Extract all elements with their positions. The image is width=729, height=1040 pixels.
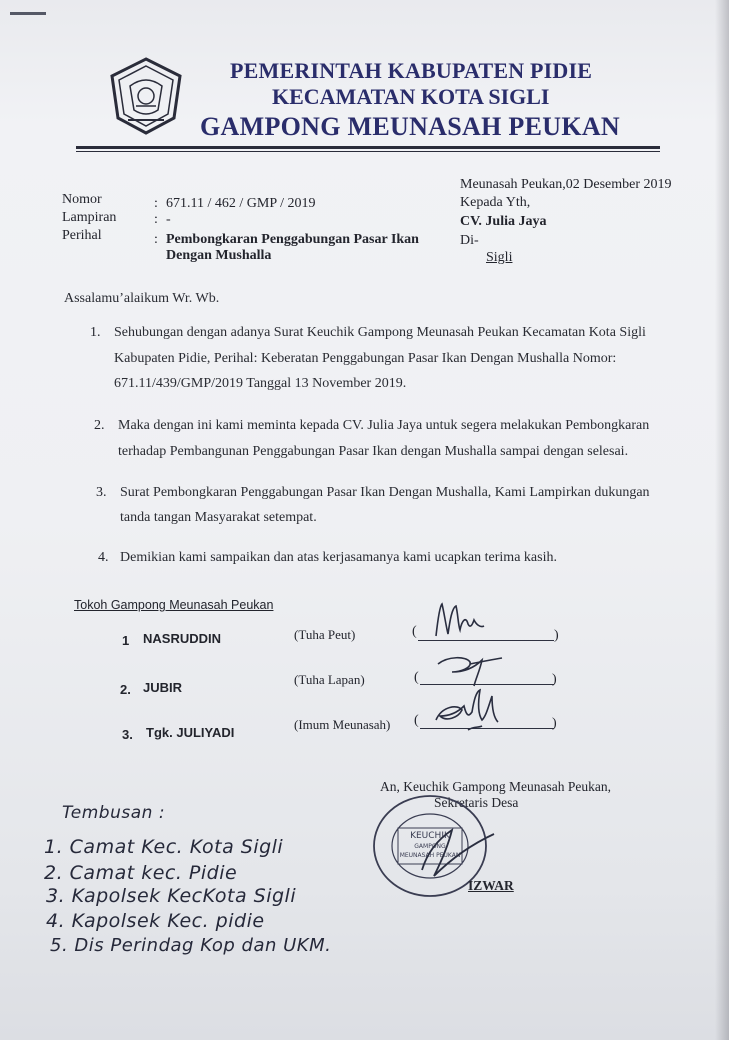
- paragraph-2-line-1: Maka dengan ini kami meminta kepada CV. Julia Jaya untuk segera melakukan Pembongkaran: [118, 418, 650, 433]
- lampiran-label: Lampiran: [62, 210, 117, 225]
- signatory-2-role: (Tuha Lapan): [294, 672, 365, 687]
- recipient-di: Di-: [460, 233, 479, 248]
- greeting: Assalamu’alaikum Wr. Wb.: [64, 291, 220, 306]
- signatory-1-close-paren: ): [554, 628, 559, 643]
- tembusan-item-5: 5. Dis Perindag Kop dan UKM.: [50, 935, 332, 956]
- tembusan-item-1: 1. Camat Kec. Kota Sigli: [44, 836, 284, 858]
- header-rule-thick: [76, 146, 660, 149]
- top-mark: [10, 12, 46, 15]
- paragraph-2-number: 2.: [94, 418, 105, 433]
- stamp-text-3: MEUNASAH PEUKAN: [399, 852, 461, 859]
- tembusan-item-3: 3. Kapolsek KecKota Sigli: [46, 885, 297, 907]
- closing-line-1: An, Keuchik Gampong Meunasah Peukan,: [380, 779, 611, 794]
- stamp-text-1: KEUCHIK: [410, 831, 450, 841]
- signatory-2-open-paren: (: [414, 670, 419, 685]
- signatory-1-name: NASRUDDIN: [143, 631, 221, 646]
- signatory-3-number: 3.: [122, 727, 133, 742]
- nomor-label: Nomor: [62, 192, 102, 207]
- paragraph-3-line-1: Surat Pembongkaran Penggabungan Pasar Ikan Dengan Mushalla, Kami Lampirkan dukungan: [120, 485, 650, 500]
- paragraph-1-number: 1.: [90, 325, 101, 340]
- signatory-1-role: (Tuha Peut): [294, 627, 356, 642]
- stamp-text-2: GAMPONG: [414, 843, 446, 850]
- perihal-value-1: Pembongkaran Penggabungan Pasar Ikan: [166, 232, 419, 247]
- recipient-city: Sigli: [486, 250, 513, 265]
- nomor-value: 671.11 / 462 / GMP / 2019: [166, 196, 316, 211]
- signatory-3-close-paren: ): [552, 716, 557, 731]
- header-line-1: PEMERINTAH KABUPATEN PIDIE: [230, 58, 593, 83]
- tembusan-item-2: 2. Camat kec. Pidie: [44, 862, 238, 884]
- lampiran-value: -: [166, 212, 171, 227]
- regency-emblem-icon: [108, 56, 184, 136]
- place-date: Meunasah Peukan,02 Desember 2019: [460, 177, 672, 192]
- signatory-1-open-paren: (: [412, 624, 417, 639]
- header-rule-thin: [76, 151, 660, 152]
- kepada-yth: Kepada Yth,: [460, 195, 531, 210]
- paper-shadow: [715, 0, 729, 1040]
- signature-nasruddin: [430, 598, 490, 642]
- signatory-1-number: 1: [122, 633, 130, 648]
- signatory-2-name: JUBIR: [143, 680, 183, 695]
- perihal-value-2: Dengan Mushalla: [166, 248, 272, 263]
- lampiran-colon: :: [154, 212, 158, 227]
- nomor-colon: :: [154, 196, 158, 211]
- signatory-2-close-paren: ): [552, 672, 557, 687]
- paragraph-3-number: 3.: [96, 485, 107, 500]
- signatory-3-open-paren: (: [414, 713, 419, 728]
- paragraph-1-line-1: Sehubungan dengan adanya Surat Keuchik Gampong Meunasah Peukan Kecamatan Kota Sigli: [114, 325, 646, 340]
- tembusan-title: Tembusan :: [62, 803, 166, 823]
- perihal-colon: :: [154, 232, 158, 247]
- paragraph-4-line-1: Demikian kami sampaikan dan atas kerjasamanya kami ucapkan terima kasih.: [120, 550, 557, 565]
- paragraph-1-line-2: Kabupaten Pidie, Perihal: Keberatan Penggabungan Pasar Ikan Dengan Mushalla Nomor:: [114, 351, 617, 366]
- recipient-company: CV. Julia Jaya: [460, 214, 547, 229]
- secretary-name: IZWAR: [468, 878, 514, 893]
- signatory-2-number: 2.: [120, 682, 131, 697]
- header-line-3: GAMPONG MEUNASAH PEUKAN: [200, 112, 620, 141]
- signatories-title: Tokoh Gampong Meunasah Peukan: [74, 598, 274, 612]
- paragraph-3-line-2: tanda tangan Masyarakat setempat.: [120, 510, 317, 525]
- paragraph-4-number: 4.: [98, 550, 109, 565]
- signature-juliyadi: [428, 686, 508, 738]
- paragraph-2-line-2: terhadap Pembangunan Penggabungan Pasar Ikan dengan Mushalla sampai dengan selesai.: [118, 444, 629, 459]
- signatory-3-name: Tgk. JULIYADI: [146, 725, 235, 740]
- signature-jubir: [430, 650, 510, 690]
- closing-line-2: Sekretaris Desa: [434, 795, 519, 810]
- signatory-3-role: (Imum Meunasah): [294, 717, 391, 732]
- tembusan-item-4: 4. Kapolsek Kec. pidie: [46, 910, 265, 932]
- header-line-2: KECAMATAN KOTA SIGLI: [272, 84, 550, 109]
- perihal-label: Perihal: [62, 228, 102, 243]
- paragraph-1-line-3: 671.11/439/GMP/2019 Tanggal 13 November 2019.: [114, 376, 407, 391]
